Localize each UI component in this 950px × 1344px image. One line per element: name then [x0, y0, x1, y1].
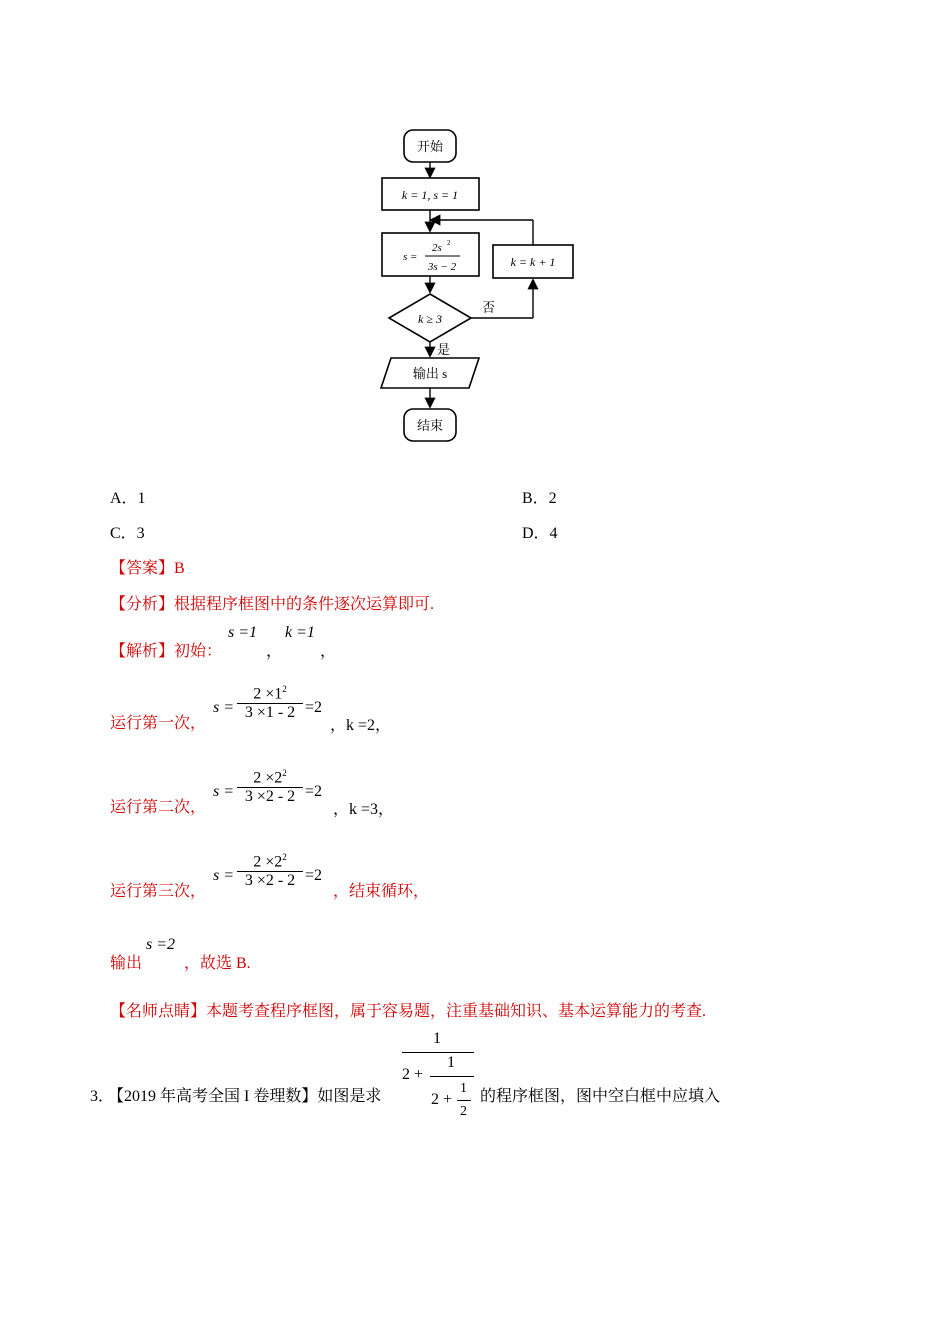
run1-rhs: =2 — [305, 699, 323, 716]
answer-line: 【答案】B — [110, 560, 185, 577]
run3-tail: ，结束循环， — [333, 883, 430, 900]
increment-label: k = k + 1 — [510, 255, 556, 269]
cf-two-outer: 2 + — [402, 1066, 424, 1083]
run2-lhs: s = — [213, 783, 235, 800]
end-label: 结束 — [416, 418, 444, 433]
init-sep-1: ， — [266, 643, 283, 660]
run2-denominator: 3 ×2 - 2 — [244, 788, 296, 806]
run1-num-text: 2 ×1 — [253, 685, 283, 703]
run3-lhs: s = — [213, 867, 235, 884]
run3-num-text: 2 ×2 — [253, 853, 283, 871]
init-k-expr: k =1 — [285, 624, 315, 641]
cf-inner-num: 1 — [460, 1081, 467, 1096]
output-expr: s =2 — [146, 936, 176, 953]
init-sep-2: ， — [320, 643, 337, 660]
run1-k: ，k =2， — [330, 717, 392, 734]
output-tail: ，故选 B. — [184, 955, 251, 972]
run3-label: 运行第三次， — [110, 883, 207, 900]
teacher-note: 【名师点睛】本题考查程序框图，属于容易题，注重基础知识、基本运算能力的考查. — [110, 1003, 707, 1020]
run1-lhs: s = — [213, 699, 235, 716]
run1-label: 运行第一次， — [110, 715, 207, 732]
cf-two-inner: 2 + — [431, 1091, 453, 1108]
cf-inner-den: 2 — [460, 1104, 467, 1119]
option-d: D．4 — [522, 525, 558, 542]
run1-fraction — [237, 684, 303, 722]
run3-numerator — [237, 852, 303, 871]
run3-denominator: 3 ×2 - 2 — [244, 872, 296, 890]
flowchart — [370, 120, 600, 450]
q3-tail: 的程序框图，图中空白框中应填入 — [480, 1088, 721, 1105]
run3-fraction — [237, 852, 303, 890]
decision-label: k ≥ 3 — [418, 312, 442, 326]
run1-num-exp: 2 — [282, 684, 287, 694]
q3-number: 3． — [90, 1088, 115, 1105]
output-label: 输出 s — [412, 366, 448, 381]
yes-label: 是 — [437, 342, 451, 357]
init-s-expr: s =1 — [228, 624, 258, 641]
run3-rhs: =2 — [305, 867, 323, 884]
run2-rhs: =2 — [305, 783, 323, 800]
cf-top-num: 1 — [433, 1030, 441, 1047]
assign-num: 2s — [432, 242, 442, 254]
run1-denominator: 3 ×1 - 2 — [244, 704, 296, 722]
q3-continued-fraction — [400, 1030, 476, 1126]
output-label: 输出 — [110, 955, 143, 972]
analysis-line: 【分析】根据程序框图中的条件逐次运算即可. — [110, 596, 435, 613]
run2-fraction — [237, 768, 303, 806]
option-c: C．3 — [110, 525, 145, 542]
assign-num-exp: 2 — [447, 239, 451, 247]
q3-source: 【2019 年高考全国 I 卷理数】如图是求 — [108, 1088, 382, 1105]
run2-label: 运行第二次， — [110, 799, 207, 816]
cf-bar-outer — [402, 1052, 474, 1053]
assign-lhs: s = — [403, 251, 418, 263]
assign-den: 3s − 2 — [427, 261, 457, 273]
solution-label: 【解析】初始： — [110, 643, 223, 660]
cf-bar-mid — [430, 1076, 474, 1077]
cf-mid-num: 1 — [447, 1054, 455, 1071]
run2-k: ，k =3， — [333, 801, 395, 818]
run2-numerator — [237, 768, 303, 787]
cf-bar-inner — [457, 1100, 471, 1101]
run1-numerator — [237, 684, 303, 703]
start-label: 开始 — [416, 139, 444, 154]
option-b: B．2 — [522, 490, 557, 507]
option-a: A．1 — [110, 490, 146, 507]
init-label: k = 1, s = 1 — [401, 188, 459, 202]
run2-num-exp: 2 — [282, 768, 287, 778]
run3-num-exp: 2 — [282, 852, 287, 862]
run2-num-text: 2 ×2 — [253, 769, 283, 787]
no-label: 否 — [482, 300, 496, 315]
